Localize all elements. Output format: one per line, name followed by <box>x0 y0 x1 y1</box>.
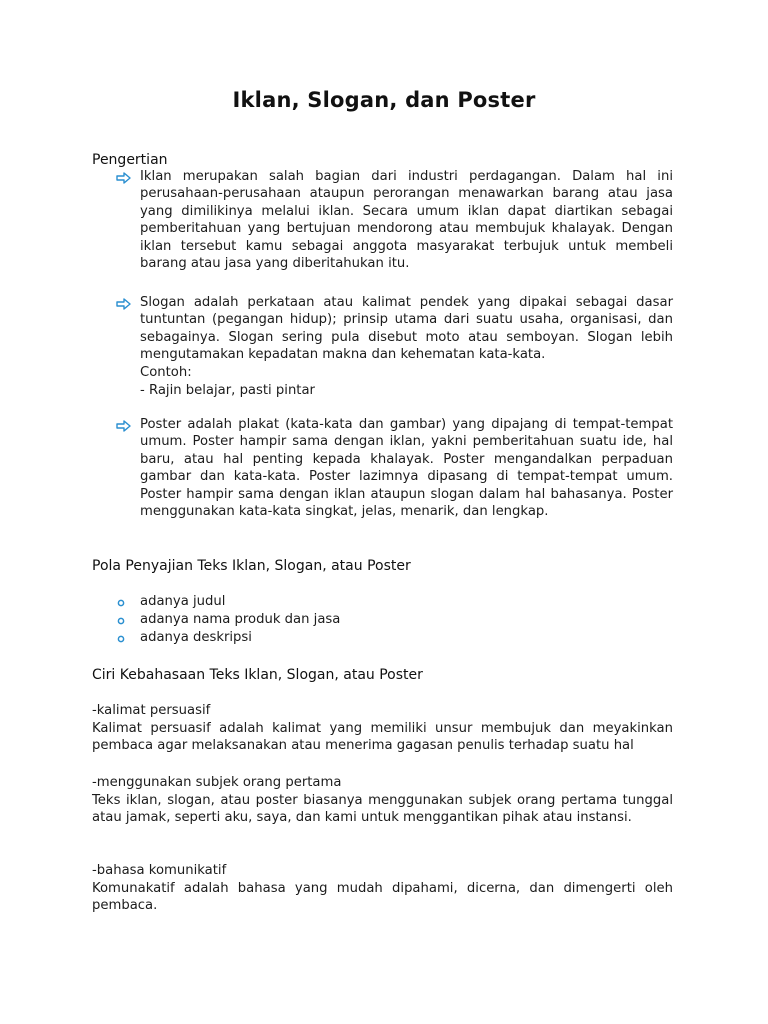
circle-bullet-icon <box>117 617 125 625</box>
list-item: adanya deskripsi <box>140 630 252 645</box>
feature-label: -kalimat persuasif <box>92 703 211 718</box>
circle-bullet-icon <box>117 599 125 607</box>
feature-description: Komunakatif adalah bahasa yang mudah dipahami, dicerna, dan dimengerti oleh pembaca. <box>92 881 673 914</box>
feature-label: -bahasa komunikatif <box>92 863 227 878</box>
feature-description: Kalimat persuasif adalah kalimat yang memiliki unsur membujuk dan meyakinkan pembaca agar melaksanakan atau menerima gagasan penulis terhadap suatu hal <box>92 721 673 754</box>
example-label: Contoh: <box>140 365 192 380</box>
circle-bullet-icon <box>117 635 125 643</box>
section-heading-pola-penyajian: Pola Penyajian Teks Iklan, Slogan, atau Poster <box>92 558 411 574</box>
section-heading-pengertian: Pengertian <box>92 152 168 168</box>
feature-description: Teks iklan, slogan, atau poster biasanya menggunakan subjek orang pertama tunggal atau jamak, seperti aku, saya, dan kami untuk menggantikan pihak atau instansi. <box>92 793 673 826</box>
feature-label: -menggunakan subjek orang pertama <box>92 775 342 790</box>
list-item: adanya judul <box>140 594 226 609</box>
arrow-bullet-icon <box>116 420 132 432</box>
example-text: - Rajin belajar, pasti pintar <box>140 383 315 398</box>
definition-poster: Poster adalah plakat (kata-kata dan gambar) yang dipajang di tempat-tempat umum. Poster hampir sama dengan iklan, yakni pemberitahuan suatu ide, hal baru, atau hal penting kepada khalayak. Poster mengandalkan perpaduan gambar dan kata-kata. Poster lazimnya dipasang di tempat-tempat umum. Poster hampir sama dengan iklan ataupun slogan dalam hal bahasanya. Poster menggunakan kata-kata singkat, jelas, menarik, dan lengkap. <box>140 417 673 520</box>
arrow-bullet-icon <box>116 172 132 184</box>
arrow-bullet-icon <box>116 298 132 310</box>
page-title: Iklan, Slogan, dan Poster <box>232 88 536 112</box>
list-item: adanya nama produk dan jasa <box>140 612 341 627</box>
definition-slogan: Slogan adalah perkataan atau kalimat pendek yang dipakai sebagai dasar tuntuntan (pegangan hidup); prinsip utama dari suatu usaha, organisasi, dan sebagainya. Slogan sering pula disebut moto atau semboyan. Slogan lebih mengutamakan kepadatan makna dan kehematan kata-kata. <box>140 295 673 363</box>
section-heading-ciri-kebahasaan: Ciri Kebahasaan Teks Iklan, Slogan, atau Poster <box>92 667 423 683</box>
definition-iklan: Iklan merupakan salah bagian dari industri perdagangan. Dalam hal ini perusahaan-perusahaan ataupun perorangan menawarkan barang atau jasa yang dimilikinya melalui iklan. Secara umum iklan dapat diartikan sebagai pemberitahuan yang bertujuan mendorong atau membujuk khalayak. Dengan iklan tersebut kamu sebagai anggota masyarakat terbujuk untuk membeli barang atau jasa yang diberitahukan itu. <box>140 169 673 272</box>
